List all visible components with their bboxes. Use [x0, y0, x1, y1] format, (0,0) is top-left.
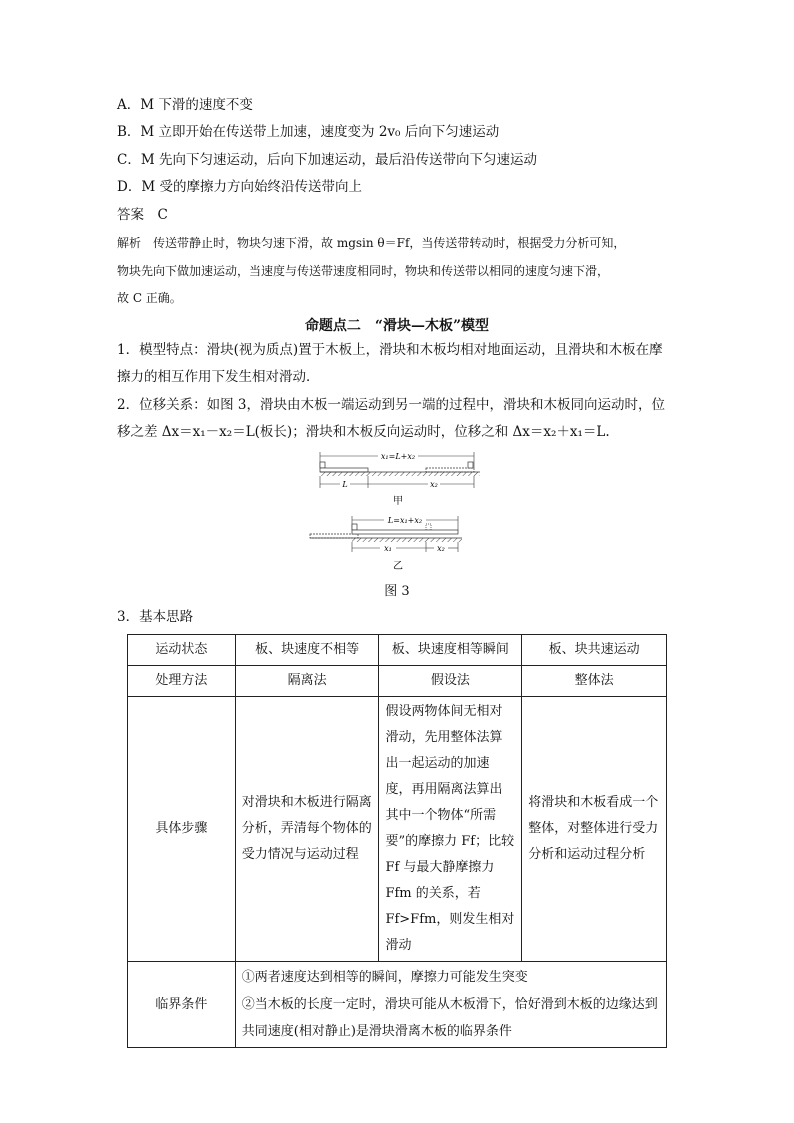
point2-line-2: 移之差 Δx＝x₁－x₂＝L(板长)；滑块和木板反向运动时，位移之和 Δx＝x₂＋x₁＝L. [117, 424, 610, 440]
point1-line-2: 擦力的相互作用下发生相对滑动． [117, 369, 320, 385]
table-cell: 假设法 [379, 666, 522, 697]
table-cell: 隔离法 [235, 666, 379, 697]
table-row-method [128, 666, 667, 697]
label-jia: 甲 [393, 496, 403, 507]
table-cell: 板、块共速运动 [522, 635, 667, 666]
option-a: A．M 下滑的速度不变 [117, 97, 253, 113]
board-bottom-moved [310, 534, 358, 538]
label-bottom-L: L=x₁+x₂ [387, 516, 423, 525]
label-top-x1: x₁=L+x₂ [380, 452, 416, 461]
board-top [320, 468, 368, 472]
table-cell: 板、块速度相等瞬间 [379, 635, 522, 666]
label-bottom-x2: x₂ [437, 544, 445, 553]
slider-block-top [320, 462, 325, 468]
board-top-moved [426, 468, 474, 472]
option-c: C．M 先向下匀速运动，后向下加速运动，最后沿传送带向下匀速运动 [117, 152, 537, 168]
point2-line-1: 2．位移关系：如图 3，滑块由木板一端运动到另一端的过程中，滑块和木板同向运动时，位 [117, 397, 665, 413]
figure-caption: 图 3 [384, 584, 410, 599]
table-cell: 整体法 [522, 666, 667, 697]
ground-top [320, 472, 480, 476]
answer: 答案 C [117, 207, 168, 223]
point3-heading: 3．基本思路 [117, 609, 194, 625]
option-d: D．M 受的摩擦力方向始终沿传送带向上 [117, 179, 362, 195]
label-yi: 乙 [393, 561, 403, 572]
figure-3-diagram [300, 446, 500, 576]
label-top-x2: x₂ [430, 480, 438, 489]
table-cell [235, 962, 666, 1048]
table-row-critical [128, 962, 667, 1048]
table-cell: 具体步骤 [128, 697, 236, 962]
table-cell: 对滑块和木板进行隔离分析，弄清每个物体的受力情况与运动过程 [235, 697, 379, 962]
table-cell: 处理方法 [128, 666, 236, 697]
option-b: B．M 立即开始在传送带上加速，速度变为 2v₀ 后向下匀速运动 [117, 124, 500, 140]
table-row-steps [128, 697, 667, 962]
analysis-line-2: 物块先向下做加速运动，当速度与传送带速度相同时，物块和传送带以相同的速度匀速下滑， [117, 264, 610, 278]
critical-condition-1: ①两者速度达到相等的瞬间，摩擦力可能发生突变 [241, 970, 528, 985]
board-bottom [352, 530, 458, 534]
table-cell: 板、块速度不相等 [235, 635, 379, 666]
table-row-header [128, 635, 667, 666]
ground-bottom [352, 538, 462, 542]
analysis-line-3: 故 C 正确。 [117, 291, 182, 305]
diagram-jia [320, 452, 480, 507]
critical-condition-2: ②当木板的长度一定时，滑块可能从木板滑下，恰好滑到木板的边缘达到共同速度(相对静止)是滑块滑离木板的临界条件 [241, 997, 658, 1039]
table-cell: 假设两物体间无相对滑动，先用整体法算出一起运动的加速度，再用隔离法算出其中一个物体“所需要”的摩擦力 Ff；比较 Ff 与最大静摩擦力 Ffm 的关系，若 Ff>Ffm，则发生相对滑动 [379, 697, 522, 962]
table-cell: 临界条件 [128, 962, 236, 1048]
section-title: 命题点二 “滑块—木板”模型 [304, 318, 490, 334]
label-bottom-x1: x₁ [384, 544, 392, 553]
slider-block-bottom [352, 524, 357, 530]
analysis-line-1: 解析 传送带静止时，物块匀速下滑，故 mgsin θ＝Ff，当传送带转动时，根据受力分析可知， [117, 236, 626, 250]
label-top-L: L [342, 480, 348, 489]
table-cell: 运动状态 [128, 635, 236, 666]
diagram-yi [310, 516, 462, 572]
table-cell: 将滑块和木板看成一个整体，对整体进行受力分析和运动过程分析 [522, 697, 667, 962]
basic-approach-table [127, 634, 667, 1048]
point1-line-1: 1．模型特点：滑块(视为质点)置于木板上，滑块和木板均相对地面运动，且滑块和木板在摩 [117, 342, 663, 358]
